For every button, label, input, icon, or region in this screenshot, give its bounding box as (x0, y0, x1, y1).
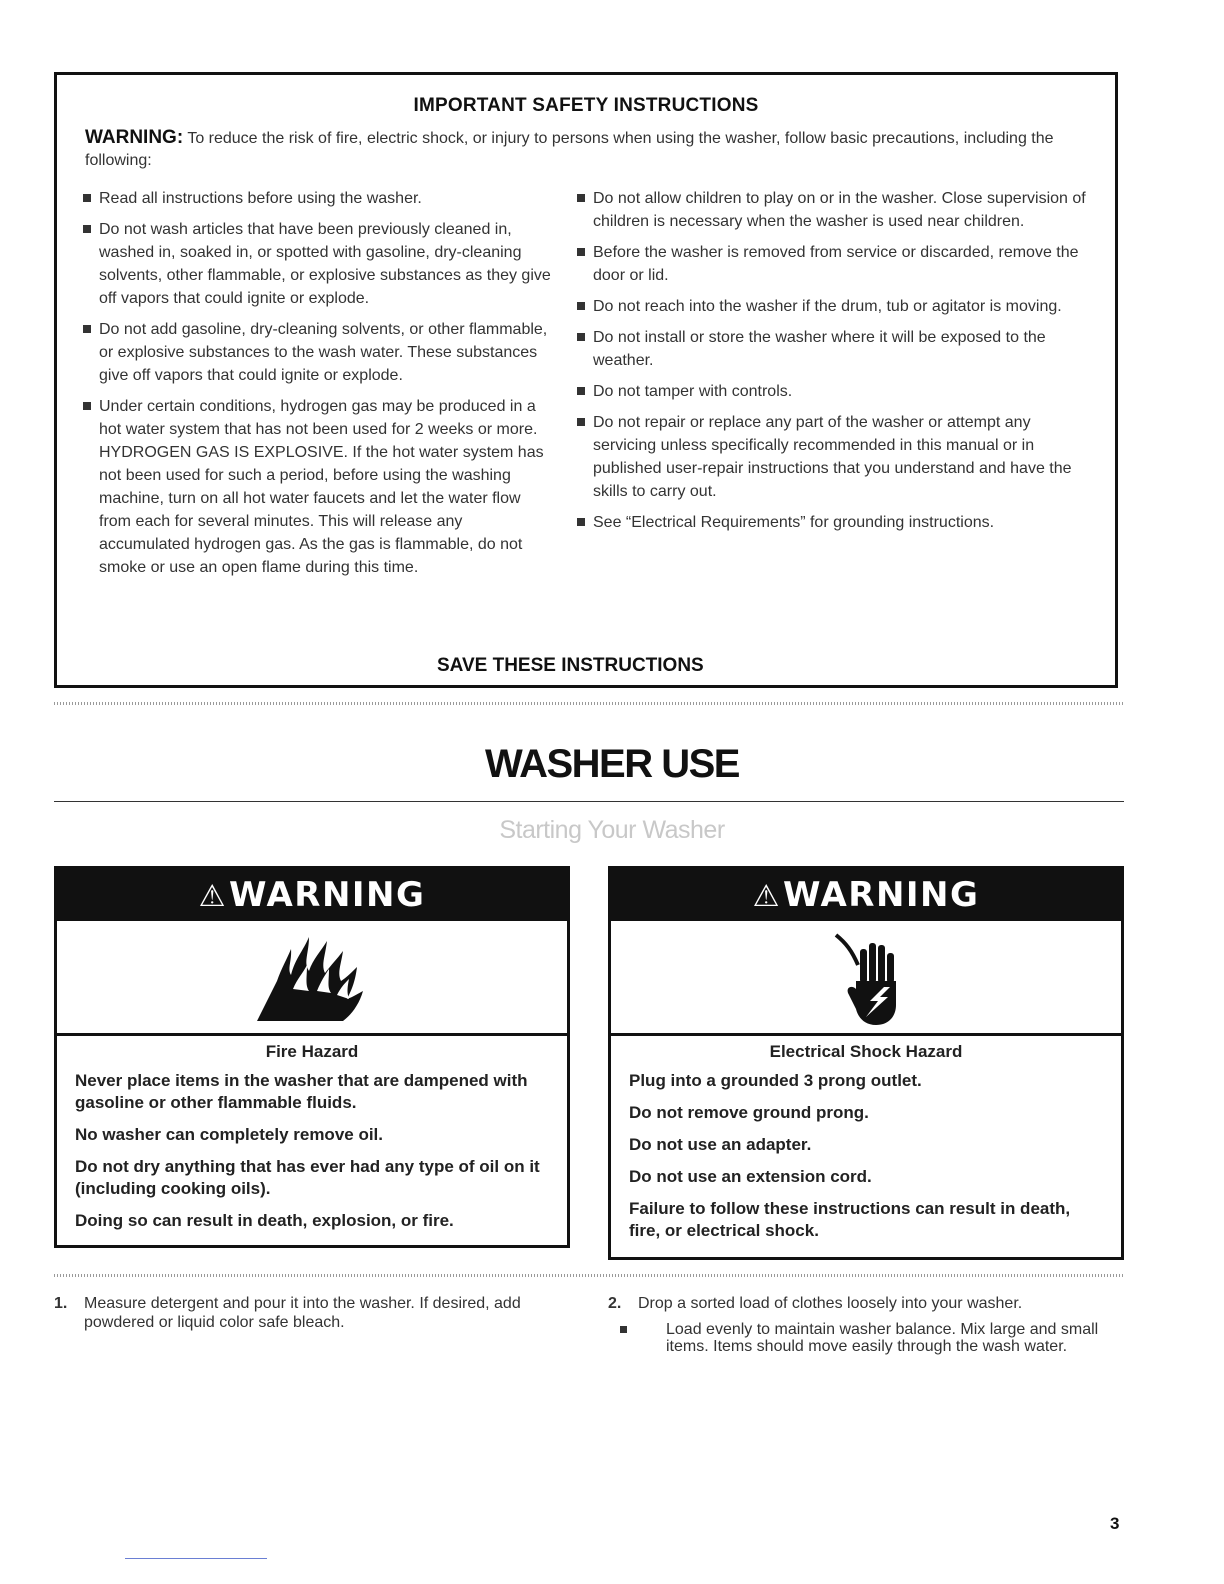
step-number: 1. (54, 1295, 68, 1312)
safety-item (577, 411, 1097, 503)
square-bullet-icon (620, 1326, 627, 1333)
hazard-title: Fire Hazard (265, 1042, 359, 1061)
square-bullet-icon (83, 194, 91, 202)
warning-lead: WARNING: (85, 127, 184, 148)
square-bullet-icon (577, 518, 585, 526)
step-sub-bullet-text: Load evenly to maintain washer balance. Mix large and small items. Items should move easily through the wash water. (666, 1321, 1099, 1355)
important-safety-instructions-box (54, 72, 1118, 688)
step-text: Measure detergent and pour it into the washer. If desired, add powdered or liquid color safe bleach. (84, 1295, 521, 1331)
square-bullet-icon (577, 387, 585, 395)
warning-line: Do not use an extension cord. (629, 1167, 872, 1186)
square-bullet-icon (83, 402, 91, 410)
step-1 (54, 1294, 574, 1332)
section-title: WASHER USE (485, 742, 739, 786)
step-2 (608, 1294, 1118, 1355)
safety-item (577, 295, 1097, 318)
warning-line: Do not dry anything that has ever had any type of oil on it (including cooking oils). (75, 1157, 540, 1198)
square-bullet-icon (577, 194, 585, 202)
warning-line: Doing so can result in death, explosion, or fire. (75, 1211, 454, 1230)
safety-item (577, 380, 1097, 403)
square-bullet-icon (577, 333, 585, 341)
square-bullet-icon (577, 302, 585, 310)
safety-item-text: Do not add gasoline, dry-cleaning solvents, or other flammable, or explosive substances to the wash water. These substances give off vapors that could ignite or explode. (99, 321, 548, 384)
section-divider (54, 801, 1124, 802)
step-sub-bullet (608, 1321, 1118, 1355)
warning-line: Plug into a grounded 3 prong outlet. (629, 1071, 922, 1090)
warning-line: No washer can completely remove oil. (75, 1125, 384, 1144)
safety-right-column (577, 187, 1097, 542)
square-bullet-icon (577, 418, 585, 426)
fire-image-panel (57, 921, 567, 1036)
step-number: 2. (608, 1295, 622, 1312)
safety-item-text: Under certain conditions, hydrogen gas may be produced in a hot water system that has not been used for 2 weeks or more. HYDROGEN GAS IS EXPLOSIVE. If the hot water system has not been used for such a period, before using the washing machine, turn on all hot water faucets and let the water flow from each for several minutes. This will release any accumulated hydrogen gas. As the gas is flammable, do not smoke or use an open flame during this time. (99, 398, 544, 576)
warning-header (57, 869, 567, 921)
warning-line: Failure to follow these instructions can result in death, fire, or electrical shock. (629, 1199, 1071, 1240)
electrical-shock-icon (816, 929, 916, 1029)
safety-item-text: Do not install or store the washer where it will be exposed to the weather. (593, 329, 1046, 369)
dotted-divider (54, 1274, 1124, 1277)
warning-line: Do not remove ground prong. (629, 1103, 869, 1122)
square-bullet-icon (577, 248, 585, 256)
footer-rule (125, 1558, 267, 1559)
step-text: Drop a sorted load of clothes loosely into your washer. (638, 1295, 1023, 1312)
safety-item (83, 218, 553, 310)
safety-left-column (83, 187, 553, 587)
warning-line: Do not use an adapter. (629, 1135, 812, 1154)
page-number: 3 (1110, 1514, 1120, 1533)
warning-intro (85, 127, 1085, 172)
subsection-title: Starting Your Washer (499, 816, 725, 844)
warning-header-text: WARNING (782, 875, 980, 915)
square-bullet-icon (83, 225, 91, 233)
safety-item-text: Do not allow children to play on or in the washer. Close supervision of children is necessary when the washer is used near children. (593, 190, 1086, 230)
safety-item (577, 511, 1097, 534)
safety-item-text: Do not tamper with controls. (593, 383, 793, 400)
safety-item-text: Before the washer is removed from service or discarded, remove the door or lid. (593, 244, 1079, 284)
safety-item-text: Do not reach into the washer if the drum, tub or agitator is moving. (593, 298, 1062, 315)
save-instructions-title: SAVE THESE INSTRUCTIONS (437, 655, 704, 676)
warning-line: Never place items in the washer that are dampened with gasoline or other flammable fluids. (75, 1071, 528, 1112)
safety-title: IMPORTANT SAFETY INSTRUCTIONS (413, 95, 759, 116)
warning-header-text: WARNING (228, 875, 426, 915)
safety-item-text: Do not repair or replace any part of the washer or attempt any servicing unless specifically recommended in this manual or in published user-repair instructions that you understand and have the skills to carry out. (593, 414, 1072, 500)
dotted-divider (54, 702, 1124, 705)
safety-item (83, 395, 553, 579)
safety-item (577, 241, 1097, 287)
hazard-title: Electrical Shock Hazard (769, 1042, 963, 1061)
warning-triangle-icon: ⚠ (752, 879, 781, 914)
safety-item (577, 326, 1097, 372)
fire-hazard-icon (247, 929, 377, 1025)
safety-item-text: Read all instructions before using the washer. (99, 190, 422, 207)
safety-item (83, 187, 553, 210)
fire-warning-box (54, 866, 570, 1248)
safety-item (577, 187, 1097, 233)
safety-item (83, 318, 553, 387)
square-bullet-icon (83, 325, 91, 333)
warning-header (611, 869, 1121, 921)
safety-item-text: See “Electrical Requirements” for grounding instructions. (593, 514, 995, 531)
safety-item-text: Do not wash articles that have been previously cleaned in, washed in, soaked in, or spotted with gasoline, dry-cleaning solvents, other flammable, or explosive substances as they give off vapors that could ignite or explode. (99, 221, 551, 307)
warning-triangle-icon: ⚠ (198, 879, 227, 914)
shock-image-panel (611, 921, 1121, 1036)
shock-warning-box (608, 866, 1124, 1260)
warning-intro-text: To reduce the risk of fire, electric shock, or injury to persons when using the washer, follow basic precautions, including the following: (85, 130, 1054, 169)
